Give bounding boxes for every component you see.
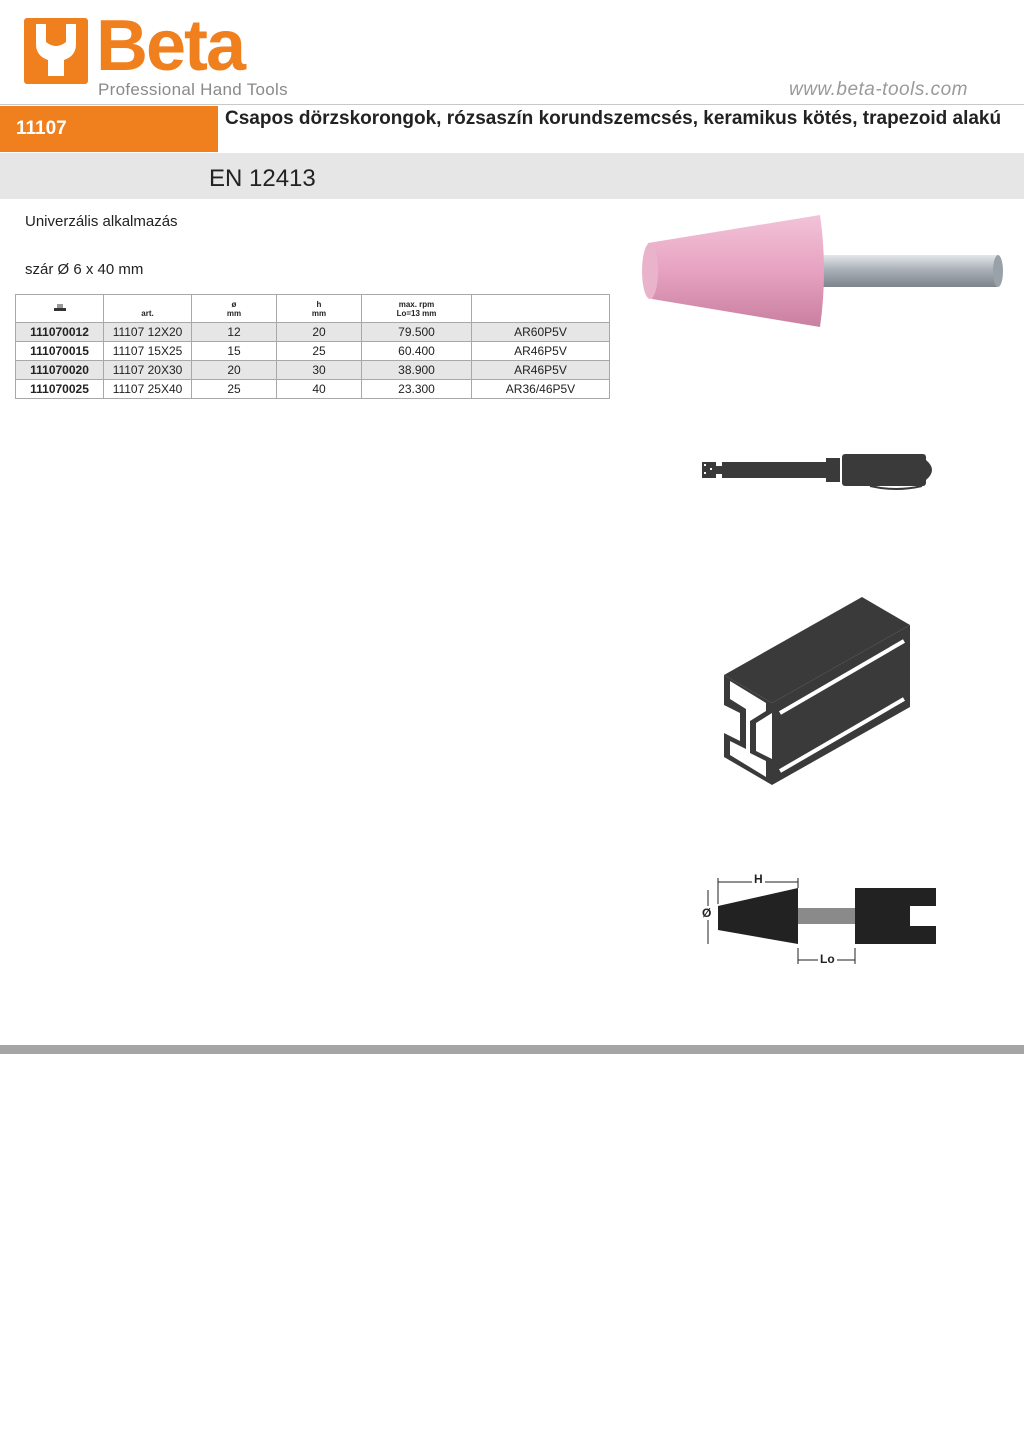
brand-tagline: Professional Hand Tools (98, 80, 288, 99)
cell-code: 111070025 (16, 380, 104, 399)
cell-spec: AR46P5V (472, 342, 610, 361)
cell-height: 40 (277, 380, 362, 399)
cell-height: 20 (277, 323, 362, 342)
website-link[interactable]: www.beta-tools.com (788, 79, 968, 100)
table-row (16, 380, 610, 399)
footer-divider (0, 1045, 1024, 1054)
cell-height: 25 (277, 342, 362, 361)
cell-diameter: 12 (192, 323, 277, 342)
cell-code: 111070015 (16, 342, 104, 361)
die-grinder-icon (700, 450, 940, 492)
table-header-row (16, 295, 610, 323)
label-lo: Lo (820, 952, 835, 966)
header-art: art. (104, 295, 192, 323)
header-spec (472, 295, 610, 323)
table-row (16, 323, 610, 342)
cell-code: 111070020 (16, 361, 104, 380)
grinding-stone-photo (630, 205, 1010, 335)
cell-diameter: 15 (192, 342, 277, 361)
table-row (16, 361, 610, 380)
steel-beam-icon (720, 595, 920, 795)
brand-name: Beta (96, 6, 245, 86)
cell-rpm: 38.900 (362, 361, 472, 380)
beta-logo (24, 6, 294, 100)
cell-art: 11107 15X25 (104, 342, 192, 361)
cell-spec: AR36/46P5V (472, 380, 610, 399)
cell-art: 11107 25X40 (104, 380, 192, 399)
dimension-diagram (700, 868, 940, 968)
table-row (16, 342, 610, 361)
cell-art: 11107 20X30 (104, 361, 192, 380)
standard-label: EN 12413 (209, 165, 316, 192)
cell-diameter: 25 (192, 380, 277, 399)
cell-rpm: 23.300 (362, 380, 472, 399)
wrench-pictogram-icon (52, 303, 68, 313)
product-code: 11107 (0, 106, 218, 152)
header-height: h mm (277, 295, 362, 323)
header-code (16, 295, 104, 323)
shank-text: szár Ø 6 x 40 mm (25, 261, 144, 278)
cell-height: 30 (277, 361, 362, 380)
standard-bar (0, 153, 1024, 199)
header-rpm: max. rpm Lo=13 mm (362, 295, 472, 323)
cell-diameter: 20 (192, 361, 277, 380)
beta-wrench-logo-icon (24, 18, 88, 84)
spec-table (15, 294, 610, 399)
cell-spec: AR46P5V (472, 361, 610, 380)
cell-code: 111070012 (16, 323, 104, 342)
cell-spec: AR60P5V (472, 323, 610, 342)
cell-rpm: 60.400 (362, 342, 472, 361)
product-title: Csapos dörzskorongok, rózsaszín korundszemcsés, keramikus kötés, trapezoid alakú (225, 108, 1002, 129)
label-h: H (754, 872, 763, 886)
header-divider (0, 104, 1024, 105)
label-diameter: Ø (702, 906, 712, 920)
cell-art: 11107 12X20 (104, 323, 192, 342)
usage-text: Univerzális alkalmazás (25, 213, 178, 230)
cell-rpm: 79.500 (362, 323, 472, 342)
header-diameter: ø mm (192, 295, 277, 323)
